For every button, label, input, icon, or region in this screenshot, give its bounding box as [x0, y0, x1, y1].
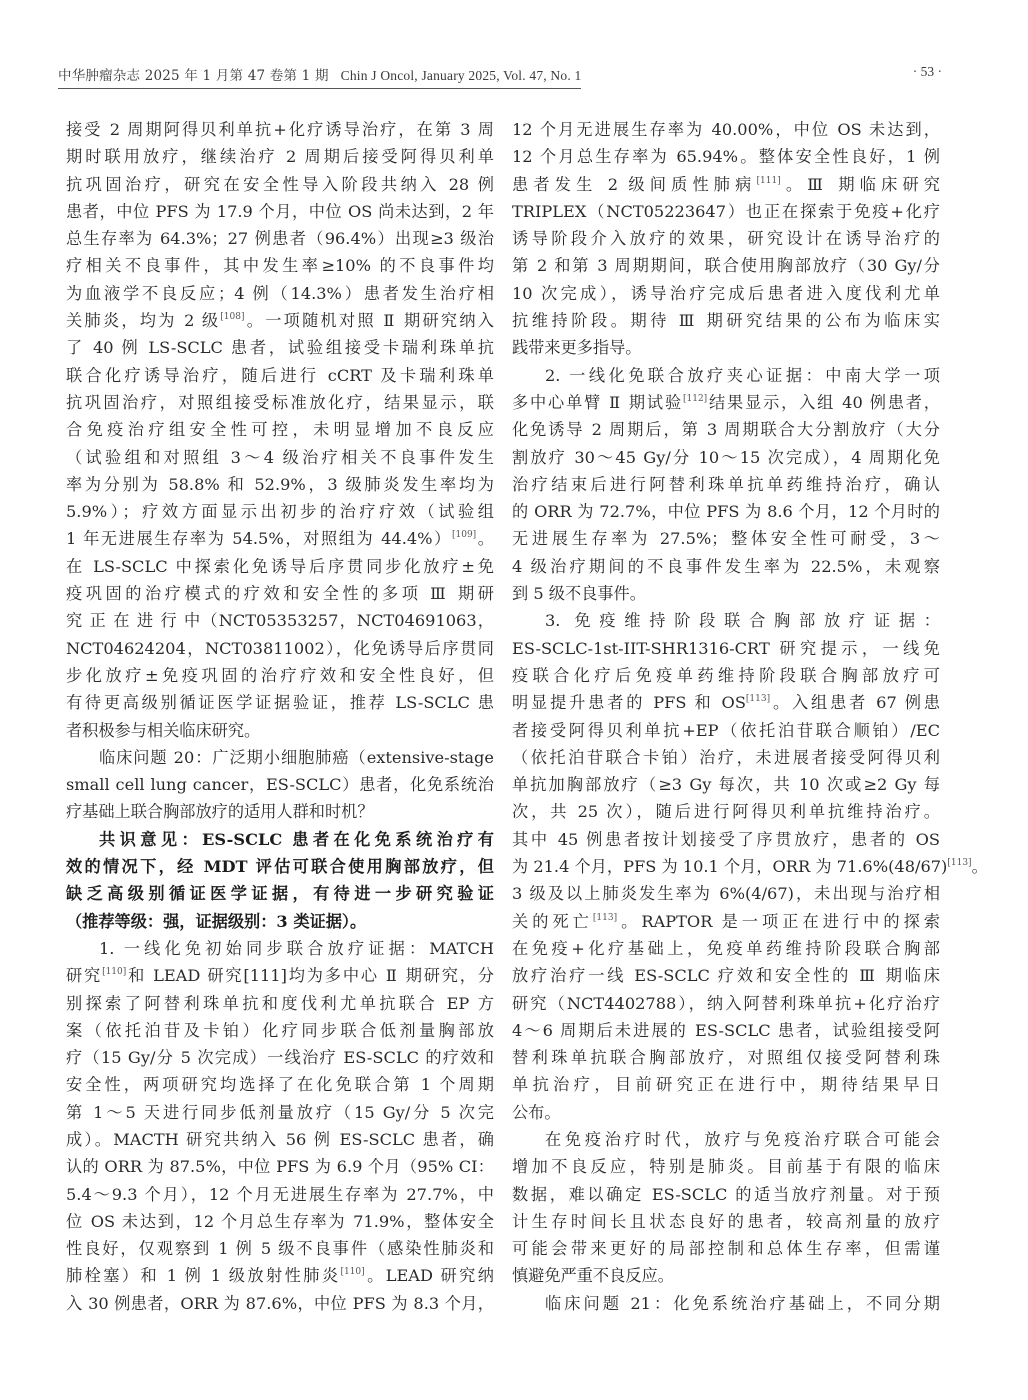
line-text: 接受 2 周期阿得贝利单抗+化疗诱导治疗，在第 3 周 — [66, 120, 494, 139]
line-text: 明显提升患者的 PFS 和 OS — [512, 693, 746, 713]
line-text: 总生存率为 64.3%；27 例患者（96.4%）出现≥3 级治 — [66, 229, 494, 249]
line-text: 次，共 25 次），随后进行阿得贝利单抗维持治疗。 — [512, 802, 940, 822]
left-column — [66, 116, 494, 1317]
line-text: 放疗治疗一线 ES-SCLC 疗效和安全性的 Ⅲ 期临床 — [512, 966, 940, 986]
text-line — [66, 1262, 494, 1289]
running-header — [58, 64, 990, 90]
line-text: 研究（NCT4402788），纳入阿替利珠单抗+化疗治疗 — [512, 993, 940, 1013]
text-line — [512, 1208, 940, 1235]
text-line — [66, 1071, 494, 1098]
line-text: 慎避免严重不良反应。 — [512, 1266, 674, 1286]
line-text: 肺栓塞）和 1 例 1 级放射性肺炎 — [66, 1266, 341, 1286]
text-line — [66, 990, 494, 1017]
text-line — [512, 553, 940, 580]
line-text: 合免疫治疗组安全性可控，未明显增加不良反应 — [66, 420, 494, 440]
text-line — [512, 826, 940, 853]
line-text: 2. 一线化免联合放疗夹心证据：中南大学一项 — [545, 365, 940, 385]
text-line — [512, 1290, 940, 1317]
text-line — [512, 1126, 940, 1153]
text-line — [66, 1044, 494, 1071]
line-text: 割放疗 30～45 Gy/分 10～15 次完成），4 周期化免 — [512, 447, 940, 467]
text-line — [66, 744, 494, 771]
text-line — [512, 744, 940, 771]
line-text: 到 5 级不良事件。 — [512, 584, 646, 604]
line-text: 步化放疗±免疫巩固的治疗疗效和安全性良好，但 — [66, 665, 494, 685]
line-text: 关肺炎，均为 2 级 — [66, 311, 221, 331]
line-text: 患者，中位 PFS 为 17.9 个月，中位 OS 尚未达到，2 年 — [66, 201, 494, 221]
line-text: 3. 免疫维持阶段联合胸部放疗证据： — [545, 611, 940, 631]
line-text: （推荐等级：强，证据级别：3 类证据）。 — [66, 911, 367, 931]
line-text: 践带来更多指导。 — [512, 338, 642, 358]
text-line — [512, 689, 940, 716]
line-text: 率为分别为 58.8% 和 52.9%，3 级肺炎发生率均为 — [66, 474, 494, 494]
text-line — [66, 471, 494, 498]
line-text: 诱导阶段介入放疗的效果，研究设计在诱导治疗的 — [512, 229, 940, 249]
line-text: 者积极参与相关临床研究。 — [66, 720, 261, 740]
line-text: 缺乏高级别循证医学证据，有待进一步研究验证 — [66, 884, 494, 904]
text-line — [512, 853, 988, 880]
line-text: 了 40 例 LS-SCLC 患者，试验组接受卡瑞利珠单抗 — [66, 338, 494, 358]
line-text: （试验组和对照组 3～4 级治疗相关不良事件发生 — [66, 447, 494, 467]
text-line — [66, 1153, 494, 1180]
text-line — [66, 1126, 494, 1153]
text-line — [66, 525, 494, 552]
line-text: 疫联合化疗后免疫单药维持阶段联合胸部放疗可 — [512, 665, 940, 685]
text-line — [66, 171, 494, 198]
text-line — [512, 908, 940, 935]
line-text: 安全性，两项研究均选择了在化免联合第 1 个周期 — [66, 1075, 494, 1095]
text-line — [66, 1017, 494, 1044]
text-line — [512, 498, 940, 525]
text-line — [66, 198, 494, 225]
line-text: NCT04624204，NCT03811002），化免诱导后序贯同 — [66, 638, 494, 658]
text-line — [512, 1153, 940, 1180]
line-text: 临床问题 20：广泛期小细胞肺癌（extensive-stage — [99, 747, 494, 767]
text-line — [512, 307, 940, 334]
line-text: 疫巩固的治疗模式的疗效和安全性的多项 Ⅲ 期研 — [66, 584, 494, 604]
text-line — [66, 662, 494, 689]
line-text: 成）。MACTH 研究共纳入 56 例 ES-SCLC 患者，确 — [66, 1129, 494, 1149]
journal-name-en: Chin J Oncol, January 2025, Vol. 47, No. 1 — [340, 68, 582, 83]
citation-ref[interactable]: [110] — [102, 967, 127, 978]
line-text: 研究 — [66, 966, 103, 986]
line-text: 5.9%）；疗效方面显示出初步的治疗疗效（试验组 — [66, 502, 494, 522]
line-text: 患者发生 2 级间质性肺病 — [512, 174, 757, 194]
citation-ref[interactable]: [113] — [592, 912, 618, 923]
line-text: 案（依托泊苷及卡铂）化疗同步联合低剂量胸部放 — [66, 1020, 494, 1040]
text-line — [512, 1181, 940, 1208]
line-text-after-ref: 和 LEAD 研究[111]均为多中心 Ⅱ 期研究，分 — [126, 966, 494, 986]
line-text: 为血液学不良反应；4 例（14.3%）患者发生治疗相 — [66, 283, 494, 303]
citation-ref[interactable]: [111] — [756, 175, 781, 186]
text-line — [512, 662, 940, 689]
text-line — [66, 389, 494, 416]
line-text: 在免疫+化疗基础上，免疫单药维持阶段联合胸部 — [512, 938, 940, 958]
text-line — [512, 143, 940, 170]
text-line — [66, 252, 494, 279]
line-text: 第 1～5 天进行同步低剂量放疗（15 Gy/分 5 次完 — [66, 1102, 494, 1122]
line-text: 共识意见：ES-SCLC 患者在化免系统治疗有 — [99, 829, 494, 849]
line-text: 数据，难以确定 ES-SCLC 的适当放疗剂量。对于预 — [512, 1184, 940, 1204]
citation-ref[interactable]: [109] — [451, 530, 477, 541]
text-line — [512, 580, 940, 607]
line-text: 多中心单臂 Ⅱ 期试验 — [512, 392, 683, 412]
text-line — [512, 798, 940, 825]
line-text: 单抗加胸部放疗（≥3 Gy 每次，共 10 次或≥2 Gy 每 — [512, 775, 940, 795]
line-text: 5.4～9.3 个月），12 个月无进展生存率为 27.7%，中 — [66, 1184, 494, 1204]
line-text-after-ref: 。Ⅲ 期临床研究 — [780, 174, 940, 194]
text-line — [512, 771, 940, 798]
line-text: 的 ORR 为 72.7%，中位 PFS 为 8.6 个月，12 个月时的 — [512, 502, 940, 522]
line-text: 12 个月无进展生存率为 40.00%，中位 OS 未达到， — [512, 120, 940, 139]
text-line — [66, 908, 494, 935]
line-text: 化免诱导 2 周期后，第 3 周期联合大分割放疗（大分 — [512, 420, 940, 440]
text-line — [512, 935, 940, 962]
line-text: 别探索了阿替利珠单抗和度伐利尤单抗联合 EP 方 — [66, 993, 494, 1013]
text-line — [512, 607, 940, 634]
text-line — [66, 935, 494, 962]
line-text: 联合化疗诱导治疗，随后进行 cCRT 及卡瑞利珠单 — [66, 365, 494, 385]
text-line — [66, 1290, 494, 1317]
right-column — [512, 116, 988, 1317]
text-line — [512, 225, 940, 252]
line-text: 关的死亡 — [512, 911, 593, 931]
text-line — [66, 307, 494, 334]
line-text: ES-SCLC-1st-IIT-SHR1316-CRT 研究提示，一线免 — [512, 638, 940, 658]
line-text: 3 级及以上肺炎发生率为 6%(4/67)，未出现与治疗相 — [512, 884, 940, 904]
text-line — [512, 471, 940, 498]
text-line — [66, 580, 494, 607]
text-line — [66, 635, 494, 662]
text-line — [66, 962, 494, 989]
line-text: 10 次完成），诱导治疗完成后患者进入度伐利尤单 — [512, 283, 940, 303]
text-line — [512, 525, 940, 552]
text-line — [66, 880, 494, 907]
line-text: 公布。 — [512, 1102, 561, 1122]
text-line — [66, 826, 494, 853]
line-text: 单抗治疗，目前研究正在进行中，期待结果早日 — [512, 1075, 940, 1095]
line-text-after-ref: 。 — [476, 529, 494, 549]
text-line — [66, 362, 494, 389]
text-line — [512, 389, 940, 416]
line-text: 替利珠单抗联合胸部放疗，对照组仅接受阿替利珠 — [512, 1048, 940, 1068]
line-text-after-ref: 。RAPTOR 是一项正在进行中的探索 — [617, 911, 941, 931]
line-text: 1 年无进展生存率为 54.5%，对照组为 44.4%） — [66, 529, 452, 549]
text-line — [512, 1235, 940, 1262]
text-line — [66, 717, 494, 744]
citation-ref[interactable]: [112] — [682, 393, 708, 404]
text-line — [66, 225, 494, 252]
text-line — [512, 1099, 940, 1126]
line-text: 效的情况下，经 MDT 评估可联合使用胸部放疗，但 — [66, 857, 494, 877]
text-line — [512, 990, 940, 1017]
line-text: 者接受阿得贝利单抗+EP（依托泊苷联合顺铂）/EC — [512, 720, 940, 740]
line-text: 抗巩固治疗，对照组接受标准放化疗，结果显示，联 — [66, 392, 494, 412]
text-line — [66, 607, 494, 634]
text-line — [66, 116, 494, 143]
text-line — [66, 853, 494, 880]
line-text: 位 OS 未达到，12 个月总生存率为 71.9%，整体安全 — [66, 1211, 494, 1231]
text-line — [512, 116, 940, 143]
text-line — [66, 1235, 494, 1262]
line-text: 第 2 和第 3 周期期间，联合使用胸部放疗（30 Gy/分 — [512, 256, 940, 276]
line-text: 12 个月总生存率为 65.94%。整体安全性良好，1 例 — [512, 147, 940, 167]
line-text: 计生存时间长且状态良好的患者，较高剂量的放疗 — [512, 1211, 940, 1231]
line-text: 4 级治疗期间的不良事件发生率为 22.5%，未观察 — [512, 556, 940, 576]
text-line — [66, 498, 494, 525]
line-text-after-ref: 。LEAD 研究纳 — [364, 1266, 494, 1286]
line-text: TRIPLEX（NCT05223647）也正在探索于免疫+化疗 — [512, 201, 940, 221]
text-line — [512, 635, 940, 662]
text-line — [66, 798, 494, 825]
citation-ref[interactable]: [113] — [745, 694, 771, 705]
line-text: 治疗结束后进行阿替利珠单抗单药维持治疗，确认 — [512, 474, 940, 494]
page-number: · 53 · — [912, 64, 942, 79]
line-text: 4～6 周期后未进展的 ES-SCLC 患者，试验组接受阿 — [512, 1020, 940, 1040]
text-line — [512, 880, 940, 907]
line-text: 增加不良反应，特别是肺炎。目前基于有限的临床 — [512, 1157, 940, 1177]
journal-citation — [58, 64, 581, 89]
text-line — [512, 334, 940, 361]
text-line — [66, 444, 494, 471]
text-line — [66, 280, 494, 307]
line-text: （依托泊苷联合卡铂）治疗，未进展者接受阿得贝利 — [512, 747, 940, 767]
text-line — [512, 362, 940, 389]
text-line — [512, 1262, 940, 1289]
line-text: 抗巩固治疗，研究在安全性导入阶段共纳入 28 例 — [66, 174, 494, 194]
line-text: 无进展生存率为 27.5%；整体安全性可耐受，3～ — [512, 529, 940, 549]
text-line — [512, 198, 940, 225]
line-text: 1. 一线化免初始同步联合放疗证据：MATCH — [99, 938, 494, 958]
text-line — [512, 1017, 940, 1044]
line-text: 在 LS-SCLC 中探索化免诱导后序贯同步化放疗±免 — [66, 556, 494, 576]
citation-ref[interactable]: [108] — [220, 312, 245, 323]
text-line — [66, 1099, 494, 1126]
text-line — [512, 171, 940, 198]
journal-name-cn: 中华肿瘤杂志 2025 年 1 月第 47 卷第 1 期 — [58, 68, 329, 84]
line-text: 临床问题 21：化免系统治疗基础上，不同分期 — [545, 1293, 940, 1313]
text-line — [66, 1208, 494, 1235]
text-line — [512, 962, 940, 989]
text-line — [66, 1181, 494, 1208]
citation-ref[interactable]: [110] — [340, 1267, 365, 1278]
text-line — [512, 1071, 940, 1098]
line-text: 期时联用放疗，继续治疗 2 周期后接受阿得贝利单 — [66, 147, 494, 167]
line-text: 入 30 例患者，ORR 为 87.6%，中位 PFS 为 8.3 个月， — [66, 1293, 494, 1313]
line-text: 性良好，仅观察到 1 例 5 级不良事件（感染性肺炎和 — [66, 1239, 494, 1259]
line-text: 抗维持阶段。期待 Ⅲ 期研究结果的公布为临床实 — [512, 311, 940, 331]
line-text: 疗相关不良事件，其中发生率≥10% 的不良事件均 — [66, 256, 494, 276]
text-line — [66, 143, 494, 170]
text-line — [66, 334, 494, 361]
line-text-after-ref: 。 — [971, 857, 988, 877]
line-text-after-ref: 结果显示，入组 40 例患者， — [707, 392, 940, 412]
text-line — [512, 416, 940, 443]
line-text: 究 正 在 进 行 中（NCT05353257，NCT04691063， — [66, 611, 494, 631]
line-text: 为 21.4 个月，PFS 为 10.1 个月，ORR 为 71.6%(48/67) — [512, 857, 948, 877]
text-line — [66, 771, 494, 798]
line-text: 其中 45 例患者按计划接受了序贯放疗，患者的 OS — [512, 829, 940, 849]
text-line — [66, 416, 494, 443]
text-line — [512, 717, 940, 744]
line-text: 疗基础上联合胸部放疗的适用人群和时机？ — [66, 802, 374, 822]
line-text: 认的 ORR 为 87.5%，中位 PFS 为 6.9 个月（95% CI： — [66, 1157, 494, 1177]
line-text-after-ref: 。入组患者 67 例患 — [770, 693, 940, 713]
line-text: 疗（15 Gy/分 5 次完成）一线治疗 ES-SCLC 的疗效和 — [66, 1048, 494, 1068]
line-text: small cell lung cancer，ES-SCLC）患者，化免系统治 — [66, 775, 494, 795]
line-text: 有待更高级别循证医学证据验证，推荐 LS-SCLC 患 — [66, 693, 494, 713]
line-text: 可能会带来更好的局部控制和总体生存率，但需谨 — [512, 1239, 940, 1259]
line-text-after-ref: 。一项随机对照 Ⅱ 期研究纳入 — [244, 311, 494, 331]
text-line — [512, 280, 940, 307]
citation-ref[interactable]: [113] — [947, 858, 972, 869]
text-line — [512, 252, 940, 279]
text-line — [66, 689, 494, 716]
text-line — [512, 1044, 940, 1071]
text-line — [512, 444, 940, 471]
line-text: 在免疫治疗时代，放疗与免疫治疗联合可能会 — [545, 1129, 940, 1149]
text-line — [66, 553, 494, 580]
